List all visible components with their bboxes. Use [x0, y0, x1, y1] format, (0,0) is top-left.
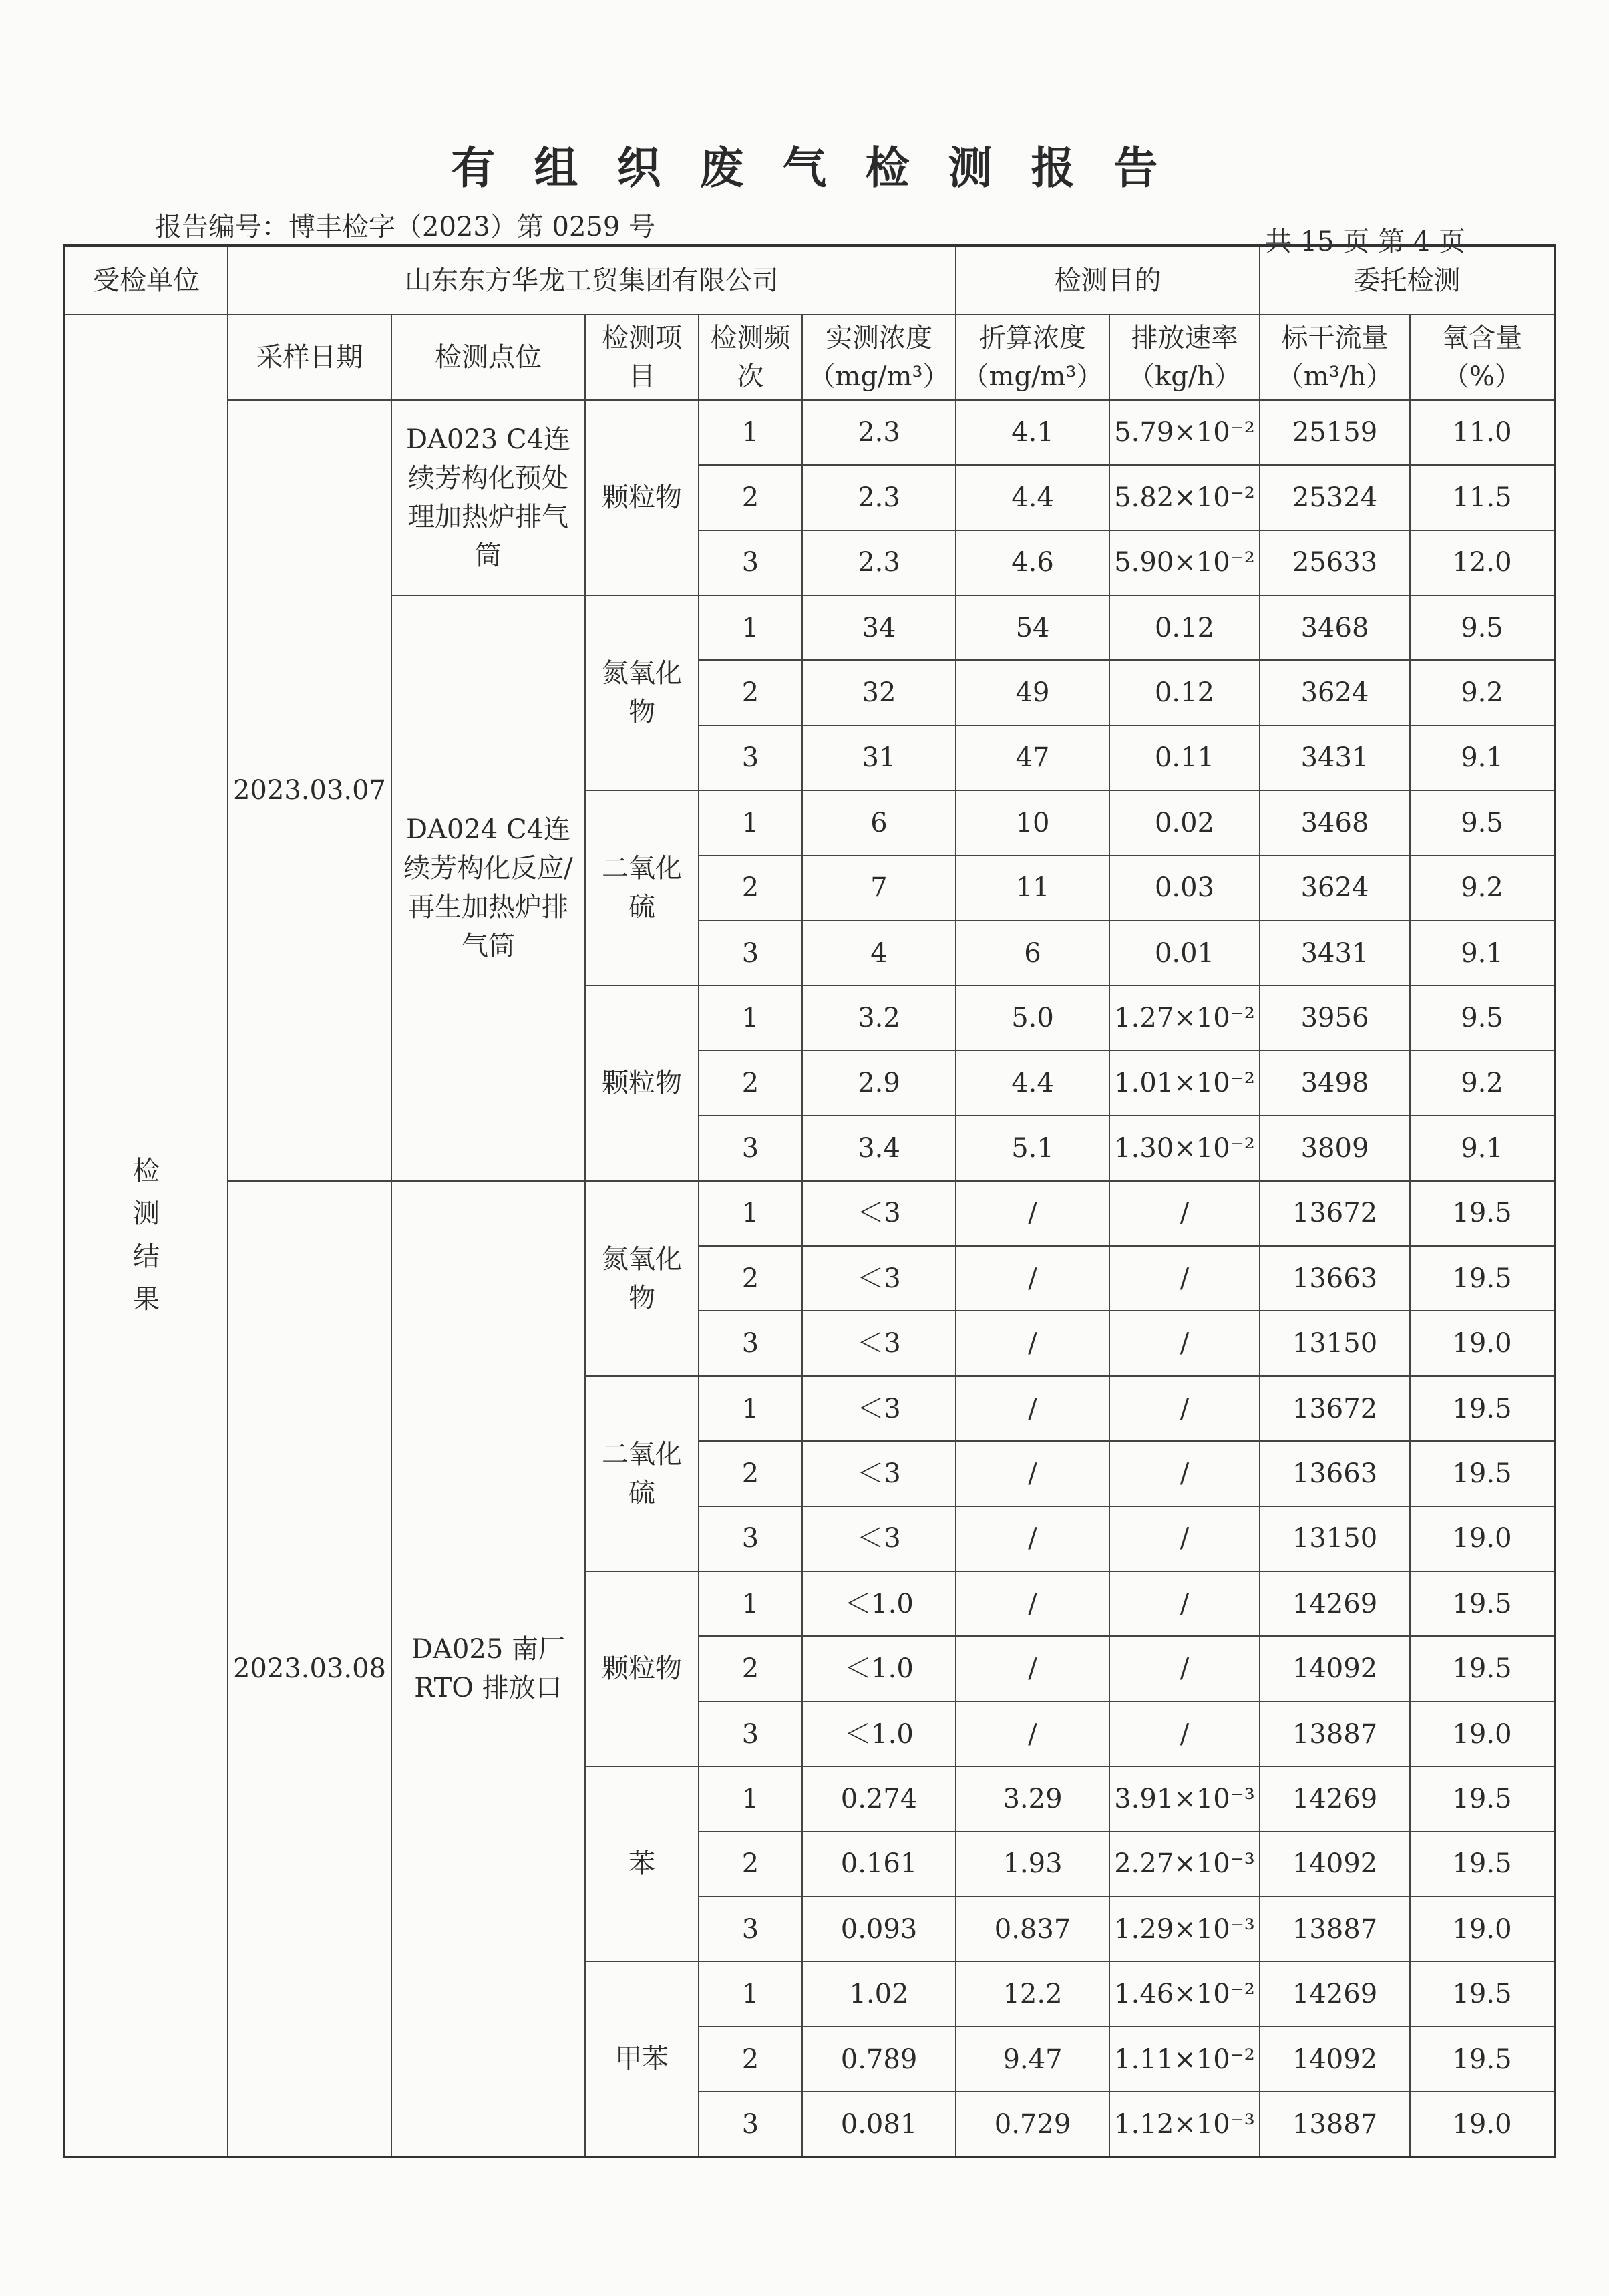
oxygen-content: 9.1 [1410, 1116, 1555, 1180]
converted-concentration: 54 [956, 595, 1109, 660]
measured-concentration: 2.9 [802, 1051, 956, 1116]
measured-concentration: 4 [802, 921, 956, 985]
emission-rate: / [1109, 1701, 1260, 1766]
converted-concentration: 3.29 [956, 1766, 1109, 1831]
dry-flow: 13887 [1260, 1701, 1410, 1766]
frequency: 1 [699, 400, 802, 465]
measured-concentration: ＜3 [802, 1441, 956, 1506]
frequency: 1 [699, 1181, 802, 1246]
converted-concentration: 49 [956, 660, 1109, 725]
monitoring-point: DA025 南厂 RTO 排放口 [391, 1181, 585, 2157]
oxygen-content: 19.0 [1410, 1506, 1555, 1571]
col-point: 检测点位 [391, 315, 585, 400]
monitoring-point: DA023 C4连续芳构化预处理加热炉排气筒 [391, 400, 585, 595]
converted-concentration: / [956, 1571, 1109, 1636]
purpose-label: 检测目的 [956, 246, 1260, 315]
oxygen-content: 19.0 [1410, 1311, 1555, 1375]
measured-concentration: ＜3 [802, 1376, 956, 1441]
oxygen-content: 11.5 [1410, 465, 1555, 530]
oxygen-content: 9.2 [1410, 660, 1555, 725]
dry-flow: 13663 [1260, 1441, 1410, 1506]
converted-concentration: 4.1 [956, 400, 1109, 465]
measured-concentration: 0.161 [802, 1832, 956, 1897]
converted-concentration: 1.93 [956, 1832, 1109, 1897]
converted-concentration: / [956, 1311, 1109, 1375]
measured-concentration: 1.02 [802, 1961, 956, 2026]
emission-rate: 0.12 [1109, 595, 1260, 660]
measured-concentration: 0.081 [802, 2092, 956, 2157]
frequency: 3 [699, 1506, 802, 1571]
emission-rate: 1.11×10⁻² [1109, 2027, 1260, 2092]
oxygen-content: 9.5 [1410, 790, 1555, 855]
converted-concentration: 0.729 [956, 2092, 1109, 2157]
frequency: 2 [699, 660, 802, 725]
col-freq: 检测频次 [699, 315, 802, 400]
frequency: 3 [699, 921, 802, 985]
report-title: 有组织废气检测报告 [451, 142, 1197, 194]
emission-rate: 0.01 [1109, 921, 1260, 985]
oxygen-content: 9.2 [1410, 856, 1555, 921]
converted-concentration: 10 [956, 790, 1109, 855]
col-converted: 折算浓度（mg/m³） [956, 315, 1109, 400]
converted-concentration: / [956, 1181, 1109, 1246]
test-item: 颗粒物 [585, 400, 699, 595]
emission-rate: 0.03 [1109, 856, 1260, 921]
frequency: 1 [699, 1376, 802, 1441]
measured-concentration: ＜1.0 [802, 1571, 956, 1636]
emission-rate: 0.12 [1109, 660, 1260, 725]
dry-flow: 13672 [1260, 1181, 1410, 1246]
emission-rate: / [1109, 1441, 1260, 1506]
measured-concentration: ＜1.0 [802, 1701, 956, 1766]
oxygen-content: 19.5 [1410, 1181, 1555, 1246]
emission-rate: 1.29×10⁻³ [1109, 1897, 1260, 1961]
oxygen-content: 19.5 [1410, 1766, 1555, 1831]
dry-flow: 3468 [1260, 790, 1410, 855]
dry-flow: 3431 [1260, 725, 1410, 790]
measured-concentration: ＜3 [802, 1181, 956, 1246]
dry-flow: 14269 [1260, 1766, 1410, 1831]
dry-flow: 13887 [1260, 1897, 1410, 1961]
emission-rate: 1.30×10⁻² [1109, 1116, 1260, 1180]
frequency: 1 [699, 1961, 802, 2026]
results-table [63, 244, 1556, 2158]
converted-concentration: 12.2 [956, 1961, 1109, 2026]
converted-concentration: 5.1 [956, 1116, 1109, 1180]
frequency: 3 [699, 2092, 802, 2157]
measured-concentration: ＜3 [802, 1246, 956, 1311]
measured-concentration: 34 [802, 595, 956, 660]
dry-flow: 3431 [1260, 921, 1410, 985]
emission-rate: 1.12×10⁻³ [1109, 2092, 1260, 2157]
monitoring-point: DA024 C4连续芳构化反应/再生加热炉排气筒 [391, 595, 585, 1181]
measured-concentration: 3.4 [802, 1116, 956, 1180]
sampling-date: 2023.03.07 [228, 400, 391, 1181]
converted-concentration: / [956, 1376, 1109, 1441]
frequency: 1 [699, 595, 802, 660]
emission-rate: / [1109, 1571, 1260, 1636]
emission-rate: 5.79×10⁻² [1109, 400, 1260, 465]
oxygen-content: 19.5 [1410, 1832, 1555, 1897]
converted-concentration: 4.6 [956, 530, 1109, 595]
sampling-date: 2023.03.08 [228, 1181, 391, 2157]
frequency: 3 [699, 530, 802, 595]
frequency: 1 [699, 1766, 802, 1831]
emission-rate: 5.90×10⁻² [1109, 530, 1260, 595]
converted-concentration: 0.837 [956, 1897, 1109, 1961]
frequency: 3 [699, 1701, 802, 1766]
converted-concentration: / [956, 1441, 1109, 1506]
test-item: 苯 [585, 1766, 699, 1961]
frequency: 2 [699, 1051, 802, 1116]
converted-concentration: / [956, 1246, 1109, 1311]
oxygen-content: 9.1 [1410, 921, 1555, 985]
converted-concentration: 47 [956, 725, 1109, 790]
oxygen-content: 9.2 [1410, 1051, 1555, 1116]
oxygen-content: 19.5 [1410, 1571, 1555, 1636]
frequency: 1 [699, 1571, 802, 1636]
dry-flow: 13672 [1260, 1376, 1410, 1441]
oxygen-content: 19.0 [1410, 2092, 1555, 2157]
dry-flow: 13663 [1260, 1246, 1410, 1311]
measured-concentration: ＜3 [802, 1506, 956, 1571]
col-item: 检测项目 [585, 315, 699, 400]
dry-flow: 3498 [1260, 1051, 1410, 1116]
measured-concentration: 6 [802, 790, 956, 855]
emission-rate: 2.27×10⁻³ [1109, 1832, 1260, 1897]
frequency: 3 [699, 1897, 802, 1961]
col-flow: 标干流量（m³/h） [1260, 315, 1410, 400]
unit-value: 山东东方华龙工贸集团有限公司 [228, 246, 956, 315]
emission-rate: / [1109, 1636, 1260, 1701]
frequency: 1 [699, 790, 802, 855]
oxygen-content: 19.5 [1410, 2027, 1555, 2092]
emission-rate: 1.01×10⁻² [1109, 1051, 1260, 1116]
col-oxygen: 氧含量（%） [1410, 315, 1555, 400]
oxygen-content: 19.5 [1410, 1961, 1555, 2026]
oxygen-content: 9.5 [1410, 595, 1555, 660]
dry-flow: 14269 [1260, 1571, 1410, 1636]
dry-flow: 13150 [1260, 1506, 1410, 1571]
test-item: 二氧化硫 [585, 1376, 699, 1571]
measured-concentration: 0.789 [802, 2027, 956, 2092]
col-date: 采样日期 [228, 315, 391, 400]
oxygen-content: 19.5 [1410, 1636, 1555, 1701]
converted-concentration: 4.4 [956, 1051, 1109, 1116]
test-item: 二氧化硫 [585, 790, 699, 985]
converted-concentration: 4.4 [956, 465, 1109, 530]
col-measured: 实测浓度（mg/m³） [802, 315, 956, 400]
frequency: 2 [699, 1441, 802, 1506]
test-item: 氮氧化物 [585, 1181, 699, 1376]
measured-concentration: 3.2 [802, 985, 956, 1050]
emission-rate: / [1109, 1246, 1260, 1311]
measured-concentration: 0.093 [802, 1897, 956, 1961]
measured-concentration: 7 [802, 856, 956, 921]
dry-flow: 13150 [1260, 1311, 1410, 1375]
oxygen-content: 9.5 [1410, 985, 1555, 1050]
test-item: 颗粒物 [585, 1571, 699, 1766]
dry-flow: 3624 [1260, 660, 1410, 725]
oxygen-content: 19.0 [1410, 1701, 1555, 1766]
measured-concentration: 2.3 [802, 400, 956, 465]
converted-concentration: / [956, 1636, 1109, 1701]
dry-flow: 14092 [1260, 1832, 1410, 1897]
frequency: 2 [699, 1636, 802, 1701]
converted-concentration: / [956, 1506, 1109, 1571]
test-item: 颗粒物 [585, 985, 699, 1180]
converted-concentration: / [956, 1701, 1109, 1766]
emission-rate: 0.02 [1109, 790, 1260, 855]
test-item: 氮氧化物 [585, 595, 699, 790]
emission-rate: / [1109, 1376, 1260, 1441]
measured-concentration: ＜1.0 [802, 1636, 956, 1701]
dry-flow: 3956 [1260, 985, 1410, 1050]
dry-flow: 25324 [1260, 465, 1410, 530]
converted-concentration: 6 [956, 921, 1109, 985]
report-number: 报告编号：博丰检字（2023）第 0259 号 [155, 212, 656, 242]
frequency: 1 [699, 985, 802, 1050]
dry-flow: 14269 [1260, 1961, 1410, 2026]
dry-flow: 3809 [1260, 1116, 1410, 1180]
frequency: 2 [699, 465, 802, 530]
measured-concentration: 32 [802, 660, 956, 725]
measured-concentration: 0.274 [802, 1766, 956, 1831]
oxygen-content: 11.0 [1410, 400, 1555, 465]
measured-concentration: 2.3 [802, 530, 956, 595]
oxygen-content: 19.0 [1410, 1897, 1555, 1961]
dry-flow: 25633 [1260, 530, 1410, 595]
converted-concentration: 9.47 [956, 2027, 1109, 2092]
unit-label: 受检单位 [64, 246, 228, 315]
emission-rate: 3.91×10⁻³ [1109, 1766, 1260, 1831]
purpose-value: 委托检测 [1260, 246, 1555, 315]
oxygen-content: 19.5 [1410, 1376, 1555, 1441]
measured-concentration: 31 [802, 725, 956, 790]
dry-flow: 14092 [1260, 1636, 1410, 1701]
dry-flow: 14092 [1260, 2027, 1410, 2092]
oxygen-content: 9.1 [1410, 725, 1555, 790]
frequency: 2 [699, 2027, 802, 2092]
test-item: 甲苯 [585, 1961, 699, 2157]
frequency: 3 [699, 1311, 802, 1375]
section-label: 检 测 结 果 [64, 315, 228, 2157]
dry-flow: 13887 [1260, 2092, 1410, 2157]
frequency: 2 [699, 856, 802, 921]
emission-rate: 1.46×10⁻² [1109, 1961, 1260, 2026]
col-rate: 排放速率（kg/h） [1109, 315, 1260, 400]
oxygen-content: 19.5 [1410, 1246, 1555, 1311]
page-number: 共 15 页 第 4 页 [1265, 226, 1465, 257]
frequency: 3 [699, 725, 802, 790]
table-row [64, 400, 1555, 465]
frequency: 2 [699, 1832, 802, 1897]
frequency: 2 [699, 1246, 802, 1311]
emission-rate: 5.82×10⁻² [1109, 465, 1260, 530]
emission-rate: 1.27×10⁻² [1109, 985, 1260, 1050]
measured-concentration: 2.3 [802, 465, 956, 530]
frequency: 3 [699, 1116, 802, 1180]
table-row [64, 1181, 1555, 1246]
emission-rate: 0.11 [1109, 725, 1260, 790]
dry-flow: 3624 [1260, 856, 1410, 921]
oxygen-content: 12.0 [1410, 530, 1555, 595]
emission-rate: / [1109, 1506, 1260, 1571]
converted-concentration: 11 [956, 856, 1109, 921]
emission-rate: / [1109, 1311, 1260, 1375]
measured-concentration: ＜3 [802, 1311, 956, 1375]
converted-concentration: 5.0 [956, 985, 1109, 1050]
oxygen-content: 19.5 [1410, 1441, 1555, 1506]
dry-flow: 25159 [1260, 400, 1410, 465]
dry-flow: 3468 [1260, 595, 1410, 660]
emission-rate: / [1109, 1181, 1260, 1246]
